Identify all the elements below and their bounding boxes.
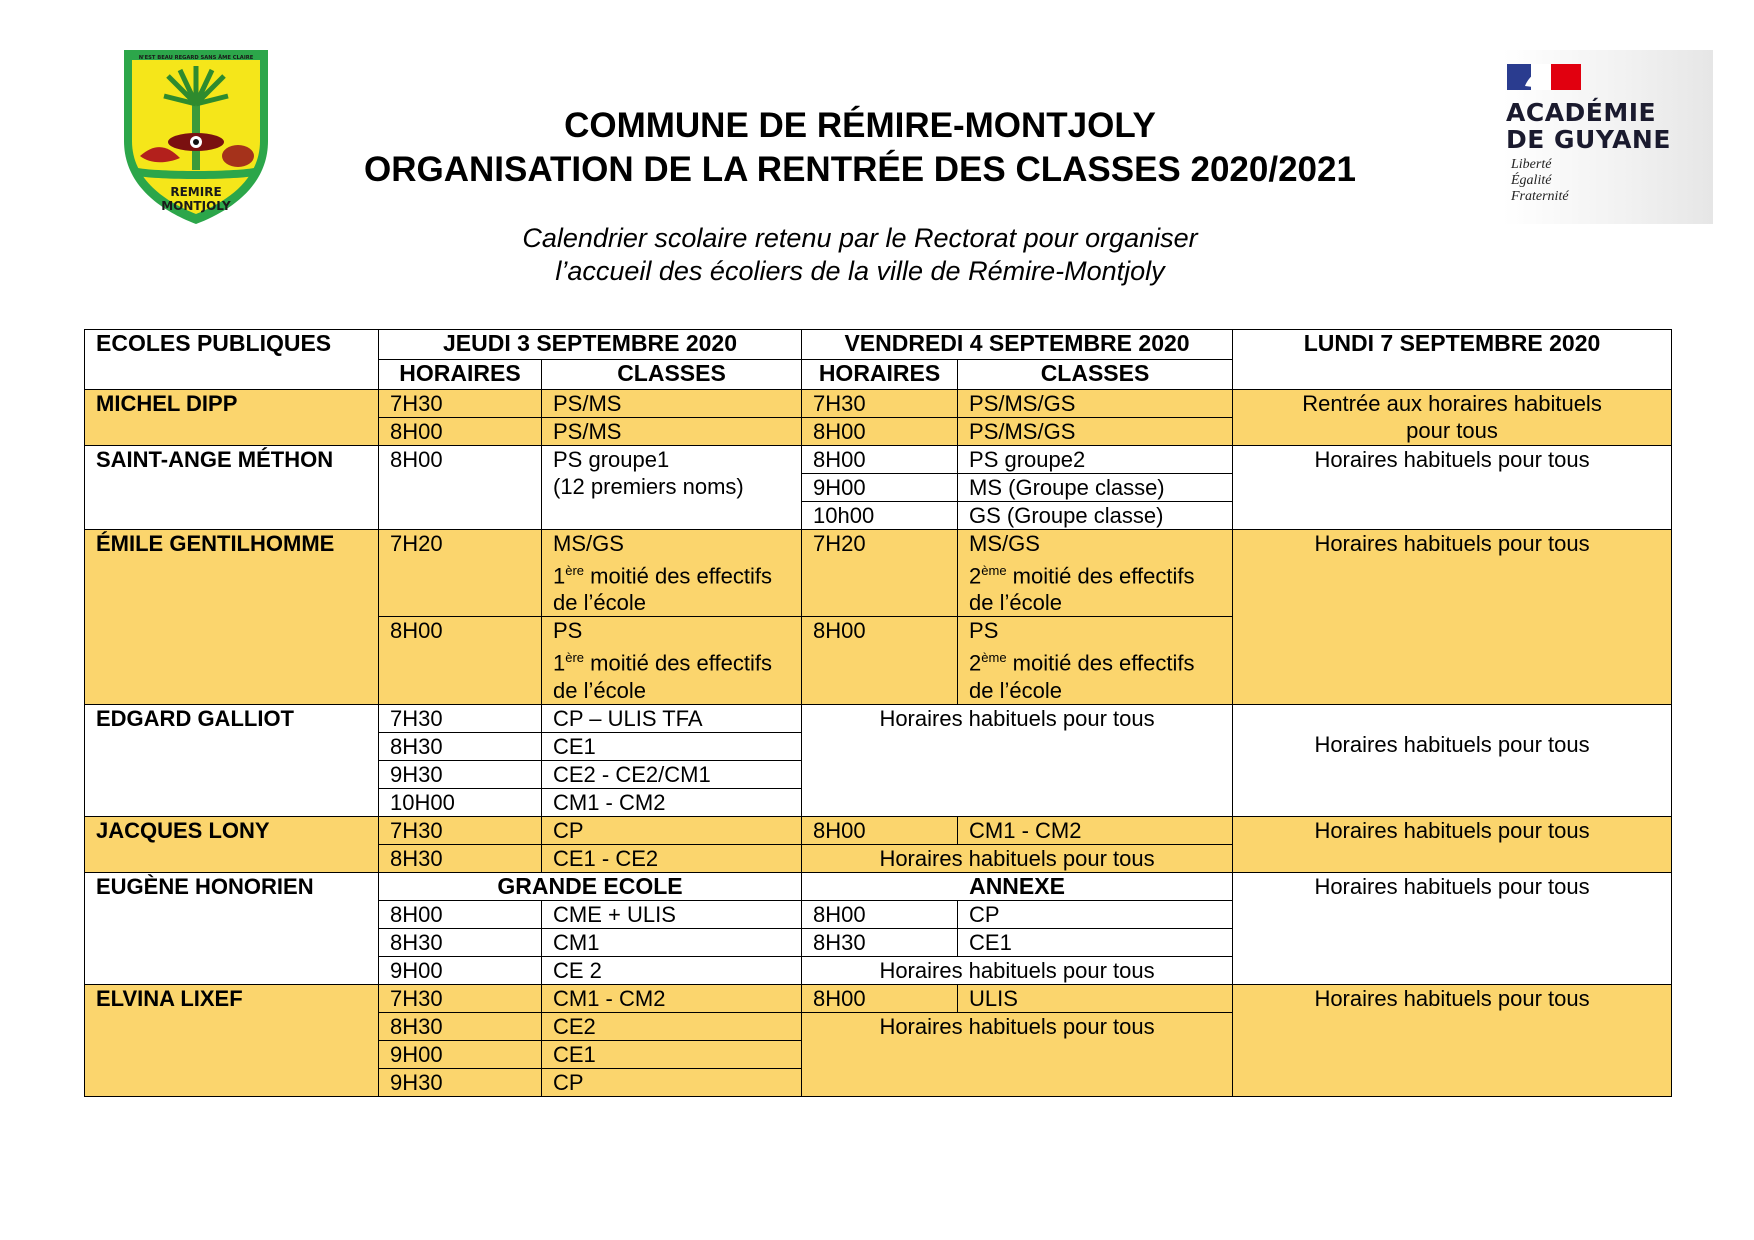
- time-cell: 8H30: [379, 844, 542, 872]
- class-text-line1: PS groupe1: [553, 447, 670, 472]
- vendredi-habituel-cell: Horaires habituels pour tous: [802, 1012, 1233, 1096]
- ecole-text: de l’école: [553, 590, 646, 616]
- vendredi-habituel-cell: Horaires habituels pour tous: [802, 956, 1233, 984]
- table-row: [85, 704, 1672, 732]
- class-cell: CM1 - CM2: [958, 816, 1233, 844]
- class-cell: [542, 617, 802, 704]
- time-cell: 8H00: [379, 900, 542, 928]
- class-cell: PS/MS/GS: [958, 418, 1233, 446]
- class-cell: CM1 - CM2: [542, 984, 802, 1012]
- time-cell: 7H30: [379, 704, 542, 732]
- class-cell: ULIS: [958, 984, 1233, 1012]
- moitie-text: moitié des effectifs: [584, 563, 772, 589]
- vendredi-habituel-cell: Horaires habituels pour tous: [802, 844, 1233, 872]
- time-cell: 7H30: [379, 390, 542, 418]
- class-cell: CP – ULIS TFA: [542, 704, 802, 732]
- ecole-text: de l’école: [969, 677, 1062, 703]
- time-cell: 9H00: [379, 1040, 542, 1068]
- time-cell: 8H00: [379, 617, 542, 704]
- time-cell: 10h00: [802, 502, 958, 530]
- ordinal-number: 2: [969, 563, 982, 589]
- time-cell: 8H00: [802, 418, 958, 446]
- lundi-text-line1: Rentrée aux horaires habituels: [1302, 391, 1602, 416]
- ordinal-number: 1: [553, 650, 566, 676]
- time-cell: 7H20: [379, 530, 542, 617]
- class-cell: PS/MS: [542, 418, 802, 446]
- moitie-text: moitié des effectifs: [1006, 650, 1195, 676]
- time-cell: 8H30: [802, 928, 958, 956]
- class-cell: PS/MS: [542, 390, 802, 418]
- col-header-jeudi: JEUDI 3 SEPTEMBRE 2020: [379, 330, 802, 360]
- class-cell: CP: [542, 1068, 802, 1096]
- table-row: [85, 390, 1672, 418]
- lundi-text-line2: pour tous: [1406, 418, 1498, 443]
- col-header-horaires-jeudi: HORAIRES: [379, 360, 542, 390]
- col-header-lundi: LUNDI 7 SEPTEMBRE 2020: [1233, 330, 1672, 390]
- class-text: MS/GS: [969, 531, 1040, 556]
- lundi-cell: Horaires habituels pour tous: [1233, 816, 1672, 872]
- time-cell: 8H00: [379, 418, 542, 446]
- subtitle-line1: Calendrier scolaire retenu par le Rectorat pour organiser: [522, 223, 1198, 253]
- table-row: [85, 984, 1672, 1012]
- class-cell: CM1 - CM2: [542, 788, 802, 816]
- vendredi-habituel-cell: Horaires habituels pour tous: [802, 704, 1233, 816]
- time-cell: 8H00: [802, 900, 958, 928]
- class-cell: CE1 - CE2: [542, 844, 802, 872]
- header-row: [85, 330, 1672, 360]
- time-cell: 7H30: [379, 984, 542, 1012]
- class-cell: CP: [958, 900, 1233, 928]
- col-header-classes-jeudi: CLASSES: [542, 360, 802, 390]
- ecole-text: de l’école: [969, 590, 1062, 616]
- lundi-cell: Horaires habituels pour tous: [1233, 872, 1672, 984]
- time-cell: 8H30: [379, 928, 542, 956]
- class-cell: CM1: [542, 928, 802, 956]
- table-row: [85, 872, 1672, 900]
- class-cell: [542, 446, 802, 530]
- sub-header-grande-ecole: GRANDE ECOLE: [379, 872, 802, 900]
- class-text: PS: [969, 618, 999, 644]
- crest-motto: N'EST BEAU REGARD SANS ÂME CLAIRE: [138, 55, 254, 61]
- school-saint-ange-methon: SAINT-ANGE MÉTHON: [85, 446, 379, 530]
- devise-fraternite: Fraternité: [1511, 189, 1569, 204]
- time-cell: 7H30: [379, 816, 542, 844]
- moitie-text: moitié des effectifs: [584, 650, 772, 676]
- school-michel-dipp: MICHEL DIPP: [85, 390, 379, 446]
- lundi-cell: Horaires habituels pour tous: [1233, 704, 1672, 816]
- class-cell: [958, 617, 1233, 704]
- ordinal-suffix: ère: [565, 563, 585, 578]
- school-elvina-lixef: ELVINA LIXEF: [85, 984, 379, 1096]
- class-cell: [542, 530, 802, 617]
- col-header-horaires-vendredi: HORAIRES: [802, 360, 958, 390]
- table-row: [85, 446, 1672, 474]
- page-title-line1: COMMUNE DE RÉMIRE-MONTJOLY: [564, 106, 1156, 145]
- sub-header-annexe: ANNEXE: [802, 872, 1233, 900]
- class-cell: GS (Groupe classe): [958, 502, 1233, 530]
- academie-line1: ACADÉMIE: [1506, 98, 1657, 127]
- ordinal-number: 2: [969, 650, 982, 676]
- class-cell: CE 2: [542, 956, 802, 984]
- lundi-cell: Horaires habituels pour tous: [1233, 446, 1672, 530]
- moitie-text: moitié des effectifs: [1006, 563, 1195, 589]
- academie-line2: DE GUYANE: [1506, 125, 1671, 154]
- ordinal-suffix: ème: [981, 563, 1007, 578]
- school-emile-gentilhomme: ÉMILE GENTILHOMME: [85, 530, 379, 705]
- time-cell: 10H00: [379, 788, 542, 816]
- school-jacques-lony: JACQUES LONY: [85, 816, 379, 872]
- time-cell: 7H20: [802, 530, 958, 617]
- time-cell: 9H00: [379, 956, 542, 984]
- ordinal-suffix: ème: [981, 650, 1007, 666]
- class-cell: [958, 530, 1233, 617]
- time-cell: 8H00: [802, 816, 958, 844]
- class-cell: MS (Groupe classe): [958, 474, 1233, 502]
- page-title-line2: ORGANISATION DE LA RENTRÉE DES CLASSES 2020/2021: [364, 150, 1356, 189]
- time-cell: 7H30: [802, 390, 958, 418]
- class-cell: CE2 - CE2/CM1: [542, 760, 802, 788]
- marianne-flag-icon: [1507, 64, 1581, 90]
- lundi-cell: [1233, 390, 1672, 446]
- crest-name-line2: MONTJOLY: [161, 199, 231, 213]
- time-cell: 8H30: [379, 1012, 542, 1040]
- time-cell: 8H00: [802, 446, 958, 474]
- class-cell: CME + ULIS: [542, 900, 802, 928]
- class-cell: CE2: [542, 1012, 802, 1040]
- time-cell: 8H00: [802, 984, 958, 1012]
- ordinal-suffix: ère: [565, 650, 585, 666]
- class-text: PS: [553, 618, 583, 644]
- crest-name-line1: REMIRE: [170, 185, 222, 199]
- subtitle-line2: l’accueil des écoliers de la ville de Rémire-Montjoly: [555, 256, 1165, 286]
- remire-montjoly-crest-logo: [120, 46, 272, 228]
- ordinal-number: 1: [553, 563, 566, 589]
- table-row: [85, 530, 1672, 617]
- class-cell: CE1: [958, 928, 1233, 956]
- time-cell: 8H30: [379, 732, 542, 760]
- class-text: MS/GS: [553, 531, 624, 556]
- class-cell: CP: [542, 816, 802, 844]
- col-header-classes-vendredi: CLASSES: [958, 360, 1233, 390]
- class-cell: PS/MS/GS: [958, 390, 1233, 418]
- time-cell: 9H30: [379, 1068, 542, 1096]
- table-row: [85, 816, 1672, 844]
- lundi-cell: Horaires habituels pour tous: [1233, 984, 1672, 1096]
- time-cell: 8H00: [802, 617, 958, 704]
- class-cell: CE1: [542, 1040, 802, 1068]
- schedule-table: [84, 329, 1672, 1097]
- time-cell: 9H00: [802, 474, 958, 502]
- lundi-cell: Horaires habituels pour tous: [1233, 530, 1672, 705]
- col-header-schools: ECOLES PUBLIQUES: [85, 330, 379, 390]
- devise-egalite: Égalité: [1511, 173, 1552, 188]
- academie-guyane-logo: [1503, 50, 1713, 224]
- class-cell: CE1: [542, 732, 802, 760]
- class-text-line2: (12 premiers noms): [553, 474, 744, 499]
- col-header-vendredi: VENDREDI 4 SEPTEMBRE 2020: [802, 330, 1233, 360]
- school-edgard-galliot: EDGARD GALLIOT: [85, 704, 379, 816]
- school-eugene-honorien: EUGÈNE HONORIEN: [85, 872, 379, 984]
- time-cell: 9H30: [379, 760, 542, 788]
- ecole-text: de l’école: [553, 677, 646, 703]
- class-cell: PS groupe2: [958, 446, 1233, 474]
- time-cell: 8H00: [379, 446, 542, 530]
- devise-liberte: Liberté: [1511, 157, 1552, 172]
